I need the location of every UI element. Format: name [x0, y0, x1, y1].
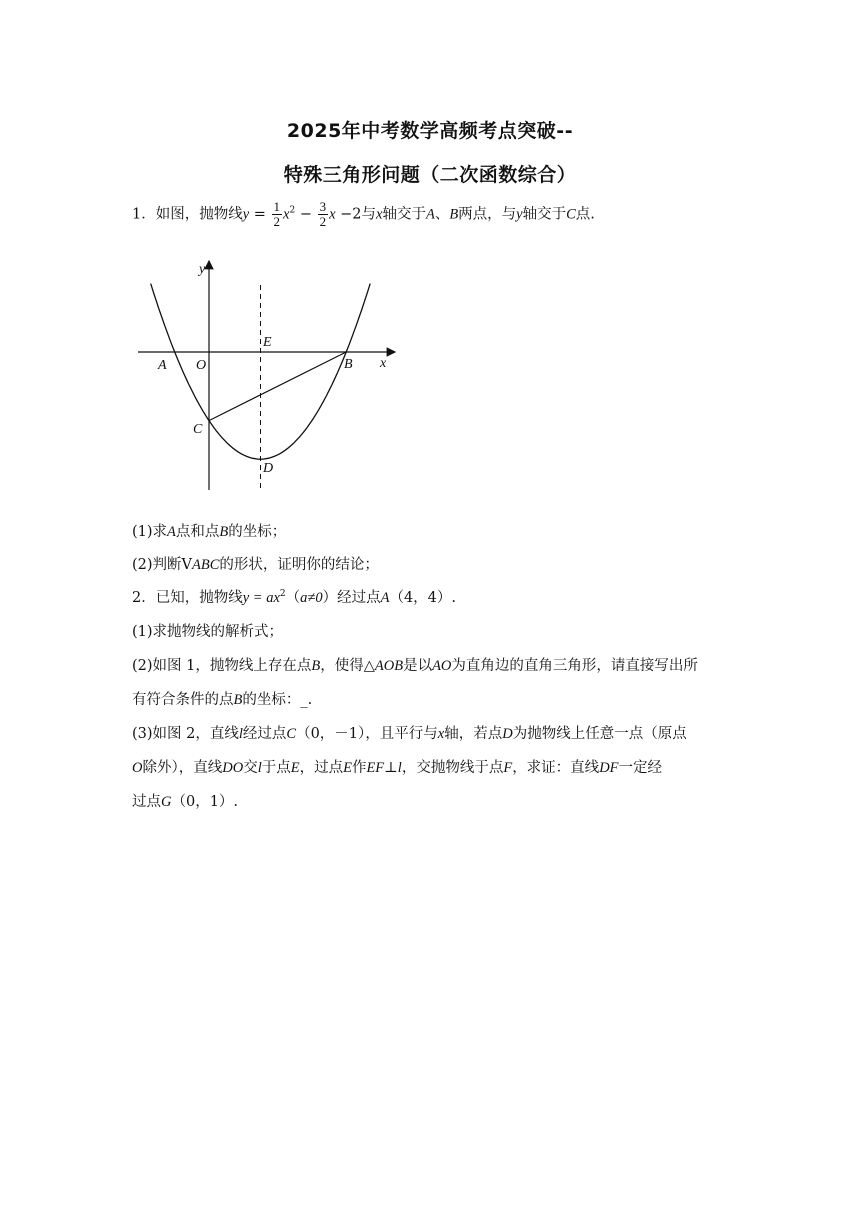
document-title-line2: 特殊三角形问题（二次函数综合） — [283, 164, 577, 186]
fraction-one-half: $\frac{1}{2}$ — [273, 199, 281, 229]
question2-part1: (1)求抛物线的解析式； — [132, 624, 284, 640]
label-x: x — [380, 356, 387, 371]
fraction-three-halves: $\frac{3}{2}$ — [319, 199, 327, 229]
question2-part2-line2: 有符合条件的点B的坐标：_. — [132, 692, 313, 708]
document-title-line1: 2025年中考数学高频考点突破-- — [286, 120, 574, 142]
segment-cb — [209, 352, 346, 421]
question2-part2-line1: (2)如图 1，抛物线上存在点B，使得△AOB是以AO为直角边的直角三角形，请直接写出所 — [132, 658, 698, 674]
label-y: y — [199, 262, 206, 277]
question2-part3-line1: (3)如图 2，直线l经过点C（0，－1），且平行与x轴，若点D为抛物线上任意一点（原点 — [132, 726, 687, 742]
question1-stem: 1．如图，抛物线y = $\frac{1}{2}$ $x^2$ − $\frac{3}{2}$ x −2与x轴交于A、B两点，与y轴交于C点. — [132, 199, 595, 229]
question1-part1: (1)求A点和点B的坐标； — [132, 524, 287, 540]
label-o: O — [196, 358, 207, 373]
label-d: D — [263, 461, 274, 476]
parabola-figure — [130, 255, 410, 500]
label-e: E — [263, 335, 272, 350]
question2-stem: 2．已知，抛物线$y = ax^2(a\ne 0)$经过点A（4，4）. — [132, 589, 457, 606]
question1-part2: (2)判断VABC的形状，证明你的结论； — [132, 557, 379, 573]
label-c: C — [193, 422, 203, 437]
question2-part3-line2: O除外），直线DO交l于点E，过点E作EF⊥l，交抛物线于点F，求证：直线DF一定经 — [132, 760, 663, 776]
label-b: B — [344, 357, 353, 372]
question2-part3-line3: 过点G（0，1）. — [132, 794, 239, 810]
label-a: A — [158, 358, 167, 373]
